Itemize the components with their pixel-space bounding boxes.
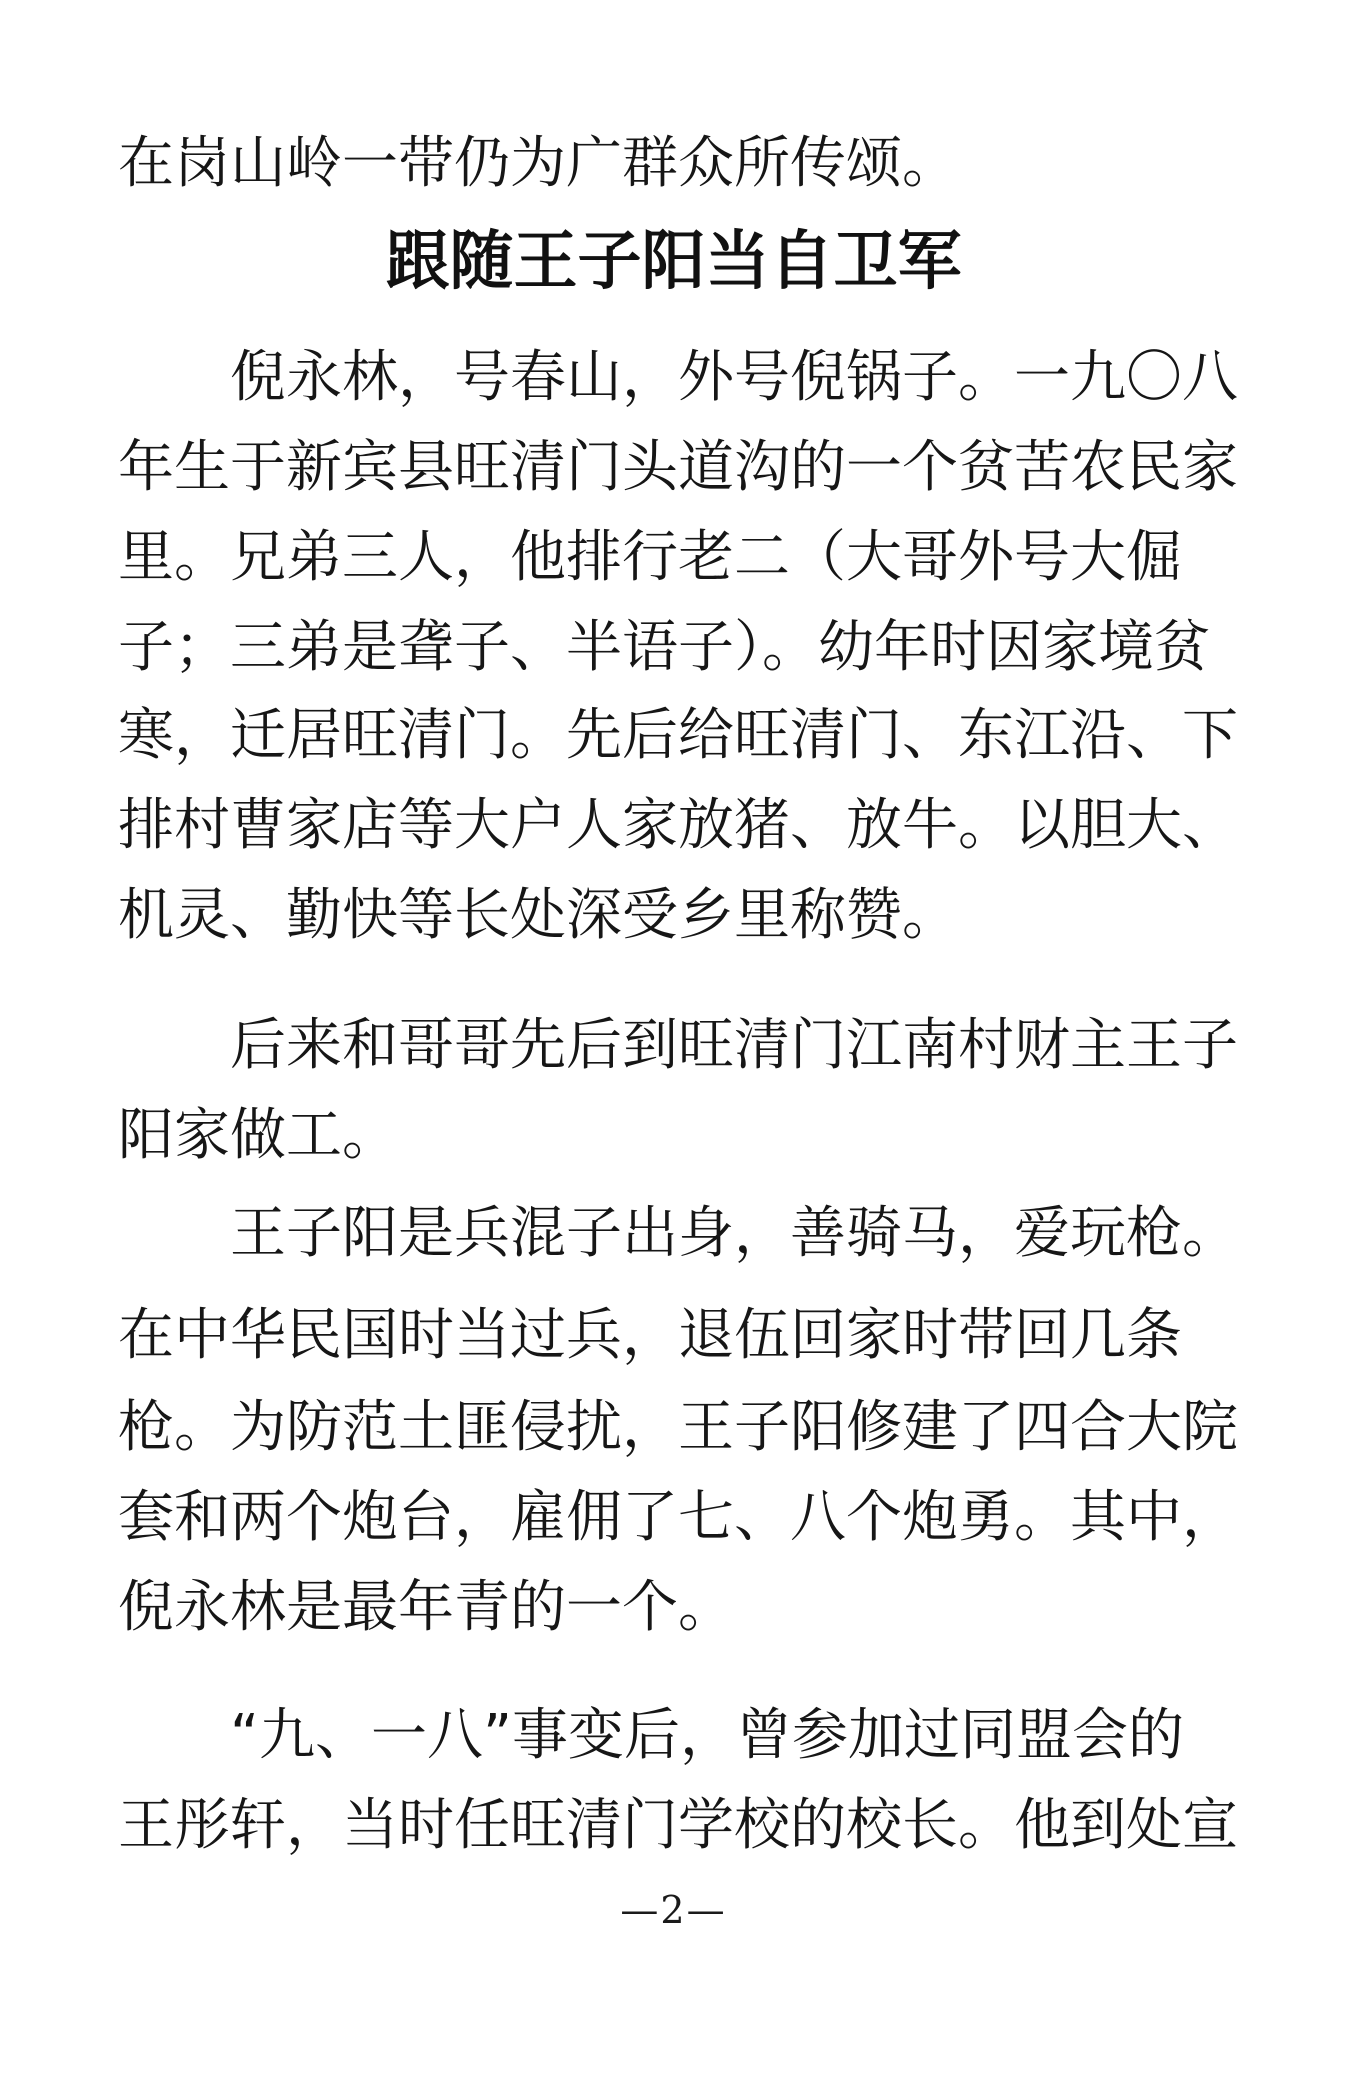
section-title: 跟随王子阳当自卫军: [385, 225, 962, 299]
text-line-12: 在中华民国时当过兵，退伍回家时带回几条: [118, 1303, 1182, 1368]
text-line-6: 寒，迁居旺清门。先后给旺清门、东江沿、下: [118, 703, 1238, 768]
text-line-13: 枪。为防范土匪侵扰，王子阳修建了四合大院: [118, 1395, 1238, 1460]
text-line-8: 机灵、勤快等长处深受乡里称赞。: [118, 883, 958, 948]
text-line-7: 排村曹家店等大户人家放猪、放牛。以胆大、: [118, 793, 1238, 858]
text-line-15: 倪永林是最年青的一个。: [118, 1575, 734, 1640]
text-line-3: 年生于新宾县旺清门头道沟的一个贫苦农民家: [118, 435, 1238, 500]
text-line-14: 套和两个炮台，雇佣了七、八个炮勇。其中，: [118, 1485, 1238, 1550]
text-line-1: 在岗山岭一带仍为广群众所传颂。: [118, 131, 958, 196]
text-line-9: 后来和哥哥先后到旺清门江南村财主王子: [118, 1013, 1238, 1078]
text-line-11: 王子阳是兵混子出身，善骑马，爱玩枪。: [118, 1201, 1238, 1266]
text-line-5: 子；三弟是聋子、半语子）。幼年时因家境贫: [118, 615, 1210, 680]
text-line-4: 里。兄弟三人，他排行老二（大哥外号大倔: [118, 525, 1182, 590]
page-number: —2—: [620, 1888, 727, 1932]
text-line-10: 阳家做工。: [118, 1103, 398, 1168]
text-line-2: 倪永林，号春山，外号倪锅子。一九〇八: [118, 345, 1238, 410]
text-line-16: “九、一八”事变后，曾参加过同盟会的: [118, 1703, 1185, 1768]
text-line-17: 王彤轩，当时任旺清门学校的校长。他到处宣: [118, 1793, 1238, 1858]
